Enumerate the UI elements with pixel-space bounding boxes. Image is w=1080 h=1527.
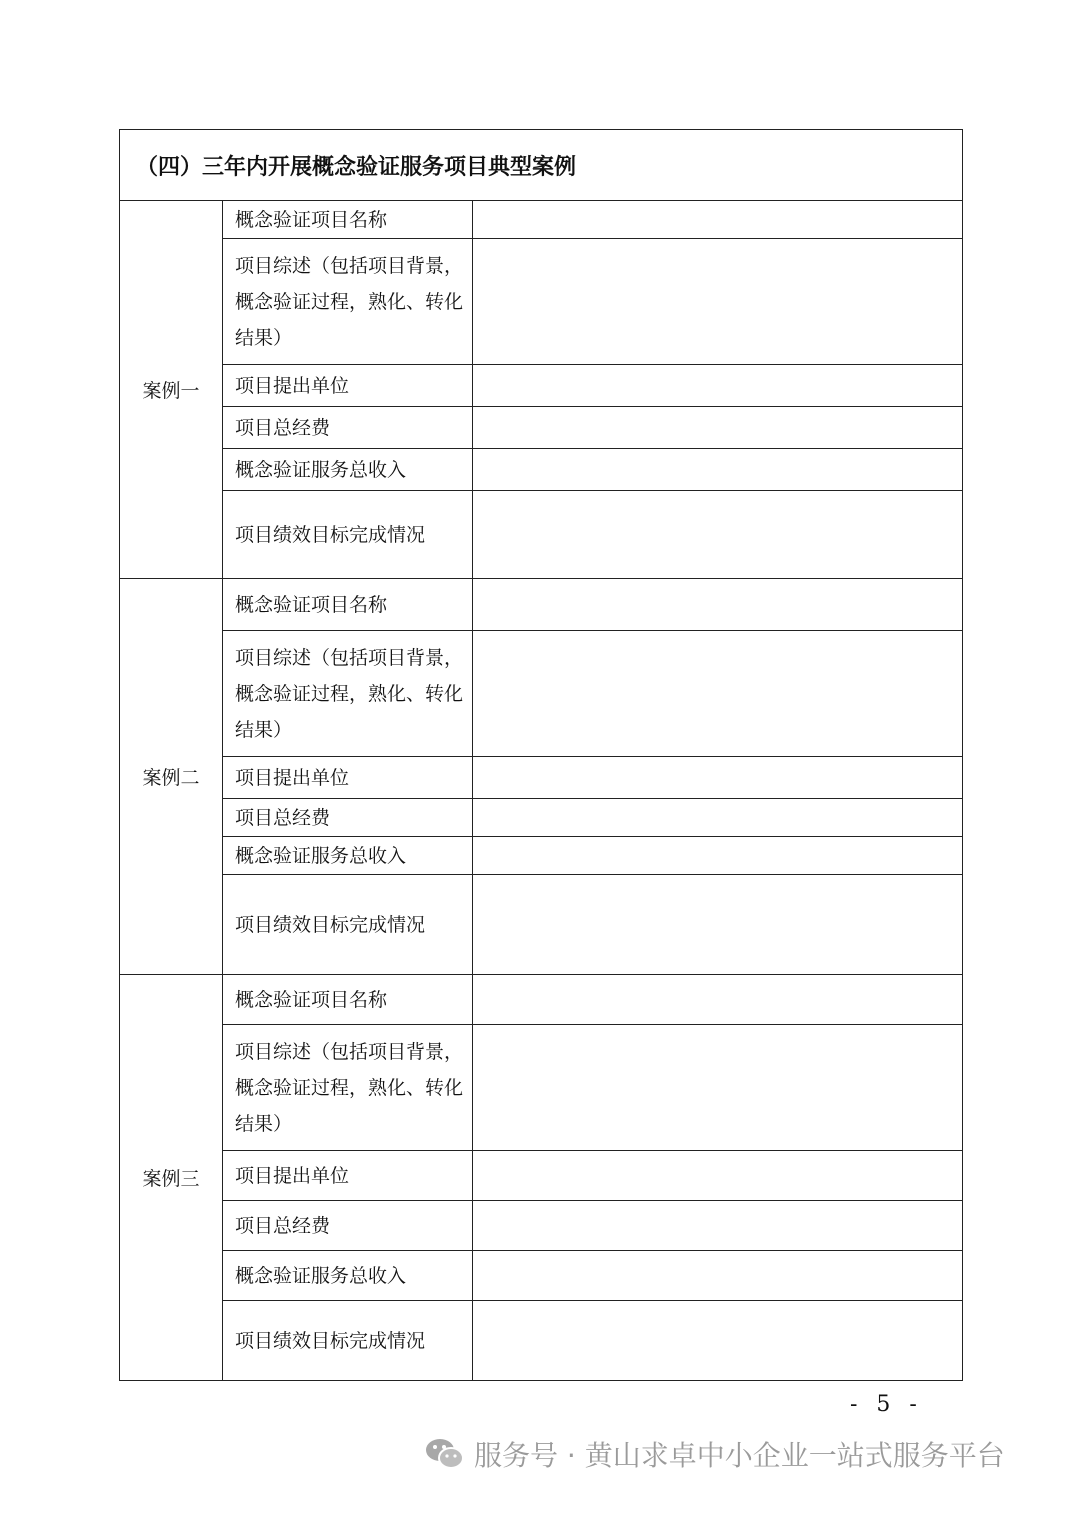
field-label: 项目综述（包括项目背景，概念验证过程，熟化、转化结果）: [223, 239, 473, 365]
case-row: [120, 1025, 963, 1151]
field-value[interactable]: [473, 449, 963, 491]
field-label: 项目提出单位: [223, 757, 473, 799]
case-row: [120, 449, 963, 491]
field-value[interactable]: [473, 875, 963, 975]
field-label: 概念验证服务总收入: [223, 837, 473, 875]
field-value[interactable]: [473, 407, 963, 449]
field-label: 项目绩效目标完成情况: [223, 491, 473, 579]
footer-watermark: [424, 1434, 1005, 1474]
field-label: 项目提出单位: [223, 1151, 473, 1201]
field-label: 项目总经费: [223, 1201, 473, 1251]
case-row: [120, 239, 963, 365]
field-value[interactable]: [473, 1201, 963, 1251]
field-value[interactable]: [473, 579, 963, 631]
field-value[interactable]: [473, 1301, 963, 1381]
field-value[interactable]: [473, 491, 963, 579]
case-name: 案例三: [120, 975, 223, 1381]
case-row: [120, 975, 963, 1025]
field-value[interactable]: [473, 1251, 963, 1301]
field-value[interactable]: [473, 239, 963, 365]
case-row: [120, 365, 963, 407]
field-label: 项目综述（包括项目背景，概念验证过程，熟化、转化结果）: [223, 1025, 473, 1151]
field-value[interactable]: [473, 631, 963, 757]
footer-text: 服务号 · 黄山求卓中小企业一站式服务平台: [474, 1439, 1005, 1472]
field-value[interactable]: [473, 1025, 963, 1151]
case-row: [120, 1301, 963, 1381]
field-label: 项目总经费: [223, 407, 473, 449]
field-label: 概念验证服务总收入: [223, 1251, 473, 1301]
field-label: 项目综述（包括项目背景，概念验证过程，熟化、转化结果）: [223, 631, 473, 757]
page-number: - 5 -: [850, 1392, 923, 1417]
case-table: [119, 129, 963, 1381]
case-row: [120, 1151, 963, 1201]
field-label: 概念验证项目名称: [223, 201, 473, 239]
field-value[interactable]: [473, 799, 963, 837]
case-row: [120, 1251, 963, 1301]
field-value[interactable]: [473, 365, 963, 407]
case-row: [120, 799, 963, 837]
wechat-icon: [424, 1436, 466, 1472]
field-value[interactable]: [473, 757, 963, 799]
case-row: [120, 407, 963, 449]
case-name: 案例一: [120, 201, 223, 579]
field-label: 项目总经费: [223, 799, 473, 837]
title-row: [120, 130, 963, 201]
case-row: [120, 631, 963, 757]
field-value[interactable]: [473, 1151, 963, 1201]
case-row: [120, 491, 963, 579]
field-label: 概念验证项目名称: [223, 579, 473, 631]
case-row: [120, 1201, 963, 1251]
field-value[interactable]: [473, 201, 963, 239]
case-row: [120, 579, 963, 631]
section-title: （四）三年内开展概念验证服务项目典型案例: [120, 130, 963, 201]
case-row: [120, 757, 963, 799]
case-row: [120, 837, 963, 875]
case-row: [120, 875, 963, 975]
field-value[interactable]: [473, 837, 963, 875]
case-row: [120, 201, 963, 239]
field-label: 概念验证项目名称: [223, 975, 473, 1025]
field-label: 项目绩效目标完成情况: [223, 875, 473, 975]
field-value[interactable]: [473, 975, 963, 1025]
field-label: 项目绩效目标完成情况: [223, 1301, 473, 1381]
case-name: 案例二: [120, 579, 223, 975]
field-label: 项目提出单位: [223, 365, 473, 407]
field-label: 概念验证服务总收入: [223, 449, 473, 491]
